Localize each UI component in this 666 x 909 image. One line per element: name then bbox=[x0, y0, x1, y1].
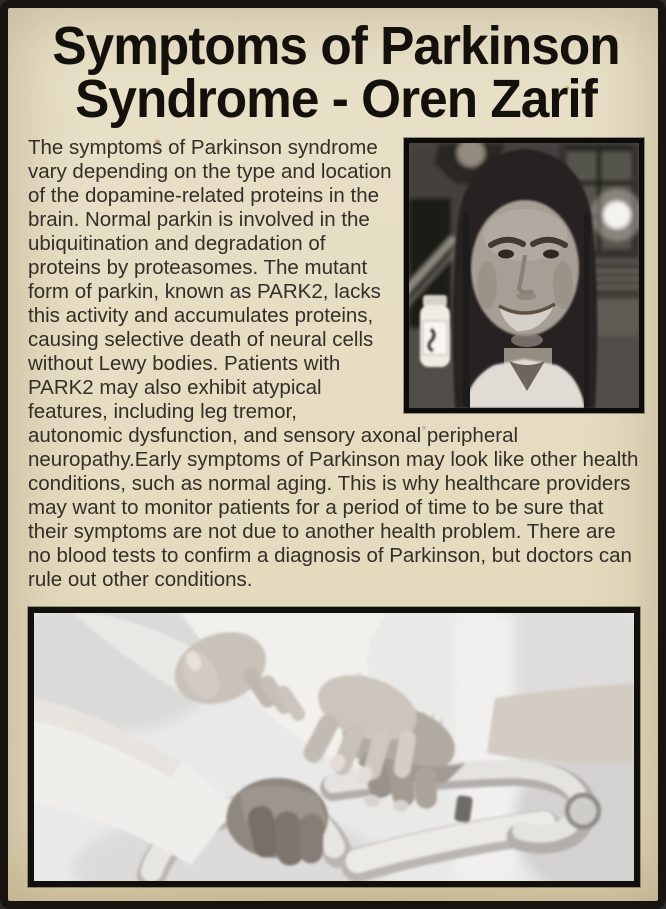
page-title-line-2: Syndrome - Oren Zarif bbox=[75, 69, 597, 129]
page-title bbox=[28, 16, 644, 129]
page-title-line-1: Symptoms of Parkinson bbox=[52, 16, 620, 76]
walker-photo-illustration bbox=[34, 613, 634, 881]
portrait-photo-illustration bbox=[409, 143, 639, 408]
portrait-photo bbox=[404, 138, 644, 413]
article-content bbox=[28, 136, 644, 887]
walker-photo bbox=[28, 607, 640, 887]
article-body: The symptoms of Parkinson syndrome vary depending on the type and location of the dopamine-related proteins in the brain. Normal parkin is involved in the ubiquitination and degradation of proteins by proteasomes. The mutant form of parkin, known as PARK2, lacks this activity and accumulates proteins, causing selective death of neural cells without Lewy bodies. Patients with PARK2 may also exhibit atypical features, including leg tremor, autonomic dysfunction, and sensory axonal peripheral neuropathy.Early symptoms of Parkinson may look like other health conditions, such as normal aging. This is why healthcare providers may want to monitor patients for a period of time to be sure that their symptoms are not due to another health problem. There are no blood tests to confirm a diagnosis of Parkinson, but doctors can rule out other conditions. bbox=[28, 136, 639, 591]
